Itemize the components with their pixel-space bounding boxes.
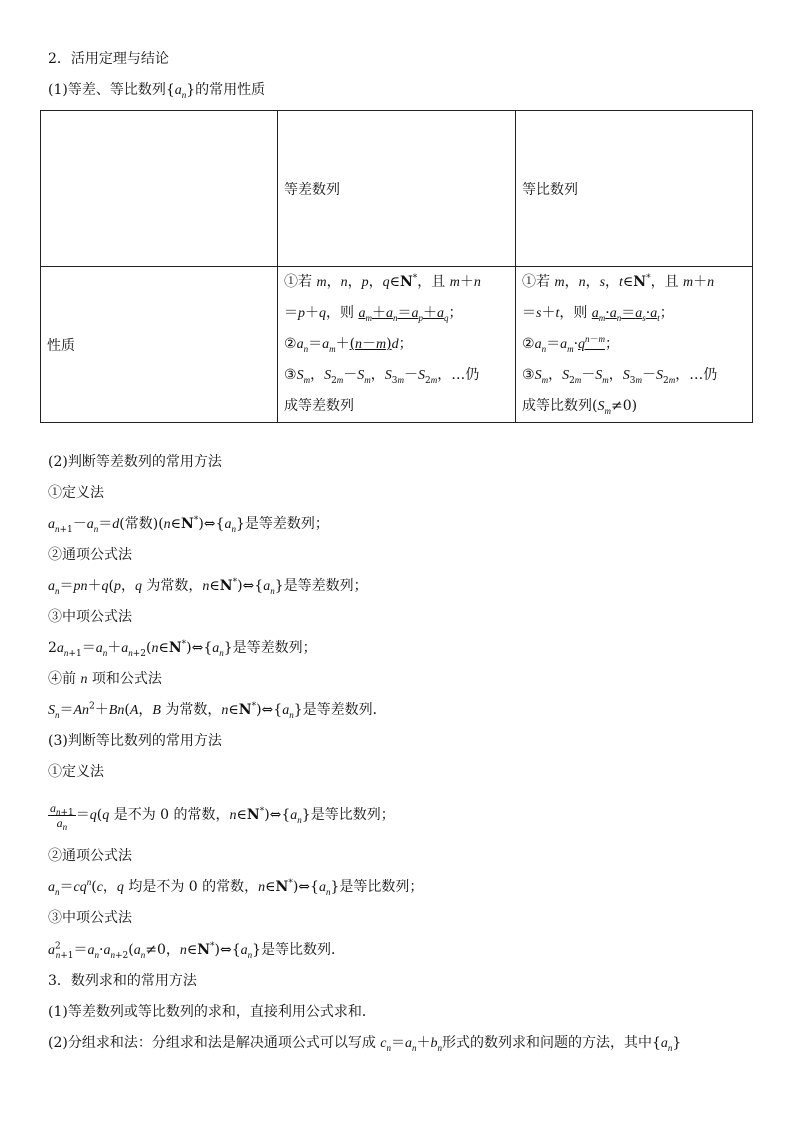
section-heading-3: 3．数列求和的常用方法 — [48, 973, 197, 989]
subheading-geo-methods: (3)判断等比数列的常用方法 — [48, 733, 222, 749]
geo-method-general-term: ②通项公式法 — [48, 848, 132, 864]
subheading-arith-methods: (2)判断等差数列的常用方法 — [48, 454, 222, 470]
arith-definition-formula: $a_{n+1}-a_n=d$(常数)$(n\in N^*)\Leftrightarrow\{a_n\}$是等差数列； — [48, 515, 329, 535]
geo-method-definition: ①定义法 — [48, 764, 104, 780]
method-definition: ①定义法 — [48, 485, 104, 501]
subheading-properties: (1)等差、等比数列$\{a_n\}$的常用性质 — [48, 82, 266, 100]
method-sum-formula: ④前 n 项和公式法 — [48, 671, 162, 687]
sum-method-1: (1)等差数列或等比数列的求和，直接利用公式求和． — [48, 1004, 376, 1020]
section-heading-2: 2．活用定理与结论 — [48, 51, 169, 67]
geometric-properties-cell: ①若 m，n，s，t∈N*，且 m＋n ＝s＋t，则 $a_m\cdot a_n=a_s\cdot a_t$； $②a_n=a_m\cdot q^{n-m}$； $③S_m$，$S_{2m}-S_m$，$S_{3m}-S_{2m}$，…仍 成等比数列$(S_m\ne 0)$ — [516, 267, 753, 423]
geo-middle-term-formula: $a^2_{n+1}=a_n\cdot a_{n+2}(a_n\ne 0$，$n\in N^*)\Leftrightarrow\{a_n\}$是等比数列． — [48, 941, 346, 961]
table-corner-cell — [41, 111, 278, 267]
arith-general-term-formula: $a_n=pn+q(p$，q 为常数，$n\in N^*)\Leftrightarrow\{a_n\}$是等差数列； — [48, 577, 368, 596]
geo-method-middle-term: ③中项公式法 — [48, 910, 132, 926]
arith-sum-formula: $S_n=An^2+Bn(A$，B 为常数，$n\in N^*)\Leftrightarrow\{a_n\}$是等差数列． — [48, 701, 387, 720]
row-label-properties: 性质 — [41, 267, 278, 423]
properties-table — [40, 110, 753, 423]
column-header-arithmetic: 等差数列 — [278, 111, 516, 267]
geo-definition-formula: $\frac{a_{n+1}}{a_n}$ ＝q(q 是不为 0 的常数，$n\in N^*)\Leftrightarrow\{a_n\}$是等比数列； — [50, 800, 395, 832]
sum-method-2: (2)分组求和法：分组求和法是解决通项公式可以写成 $c_n=a_n+b_n$形式的数列求和问题的方法，其中$\{a_n\}$ — [48, 1035, 682, 1053]
method-middle-term: ③中项公式法 — [48, 609, 132, 625]
ratio-fraction: $\frac{a_{n+1}}{a_n}$ — [50, 800, 74, 832]
method-general-term: ②通项公式法 — [48, 547, 132, 563]
geo-general-term-formula: $a_n=cq^n(c$，q 均是不为 0 的常数，$n\in N^*)\Leftrightarrow\{a_n\}$是等比数列； — [48, 877, 424, 897]
arith-middle-term-formula: $2a_{n+1}=a_n+a_{n+2}(n\in N^*)\Leftrightarrow\{a_n\}$是等差数列； — [48, 639, 317, 659]
arithmetic-properties-cell: ①若 m，n，p，q∈N*，且 m＋n ＝p＋q，则 $a_m+a_n=a_p+a_q$； $②a_n=a_m+(n-m)d$； $③S_m$，$S_{2m}-S_m$，$S_{3m}-S_{2m}$，…仍 成等差数列 — [278, 267, 516, 423]
column-header-geometric: 等比数列 — [516, 111, 753, 267]
